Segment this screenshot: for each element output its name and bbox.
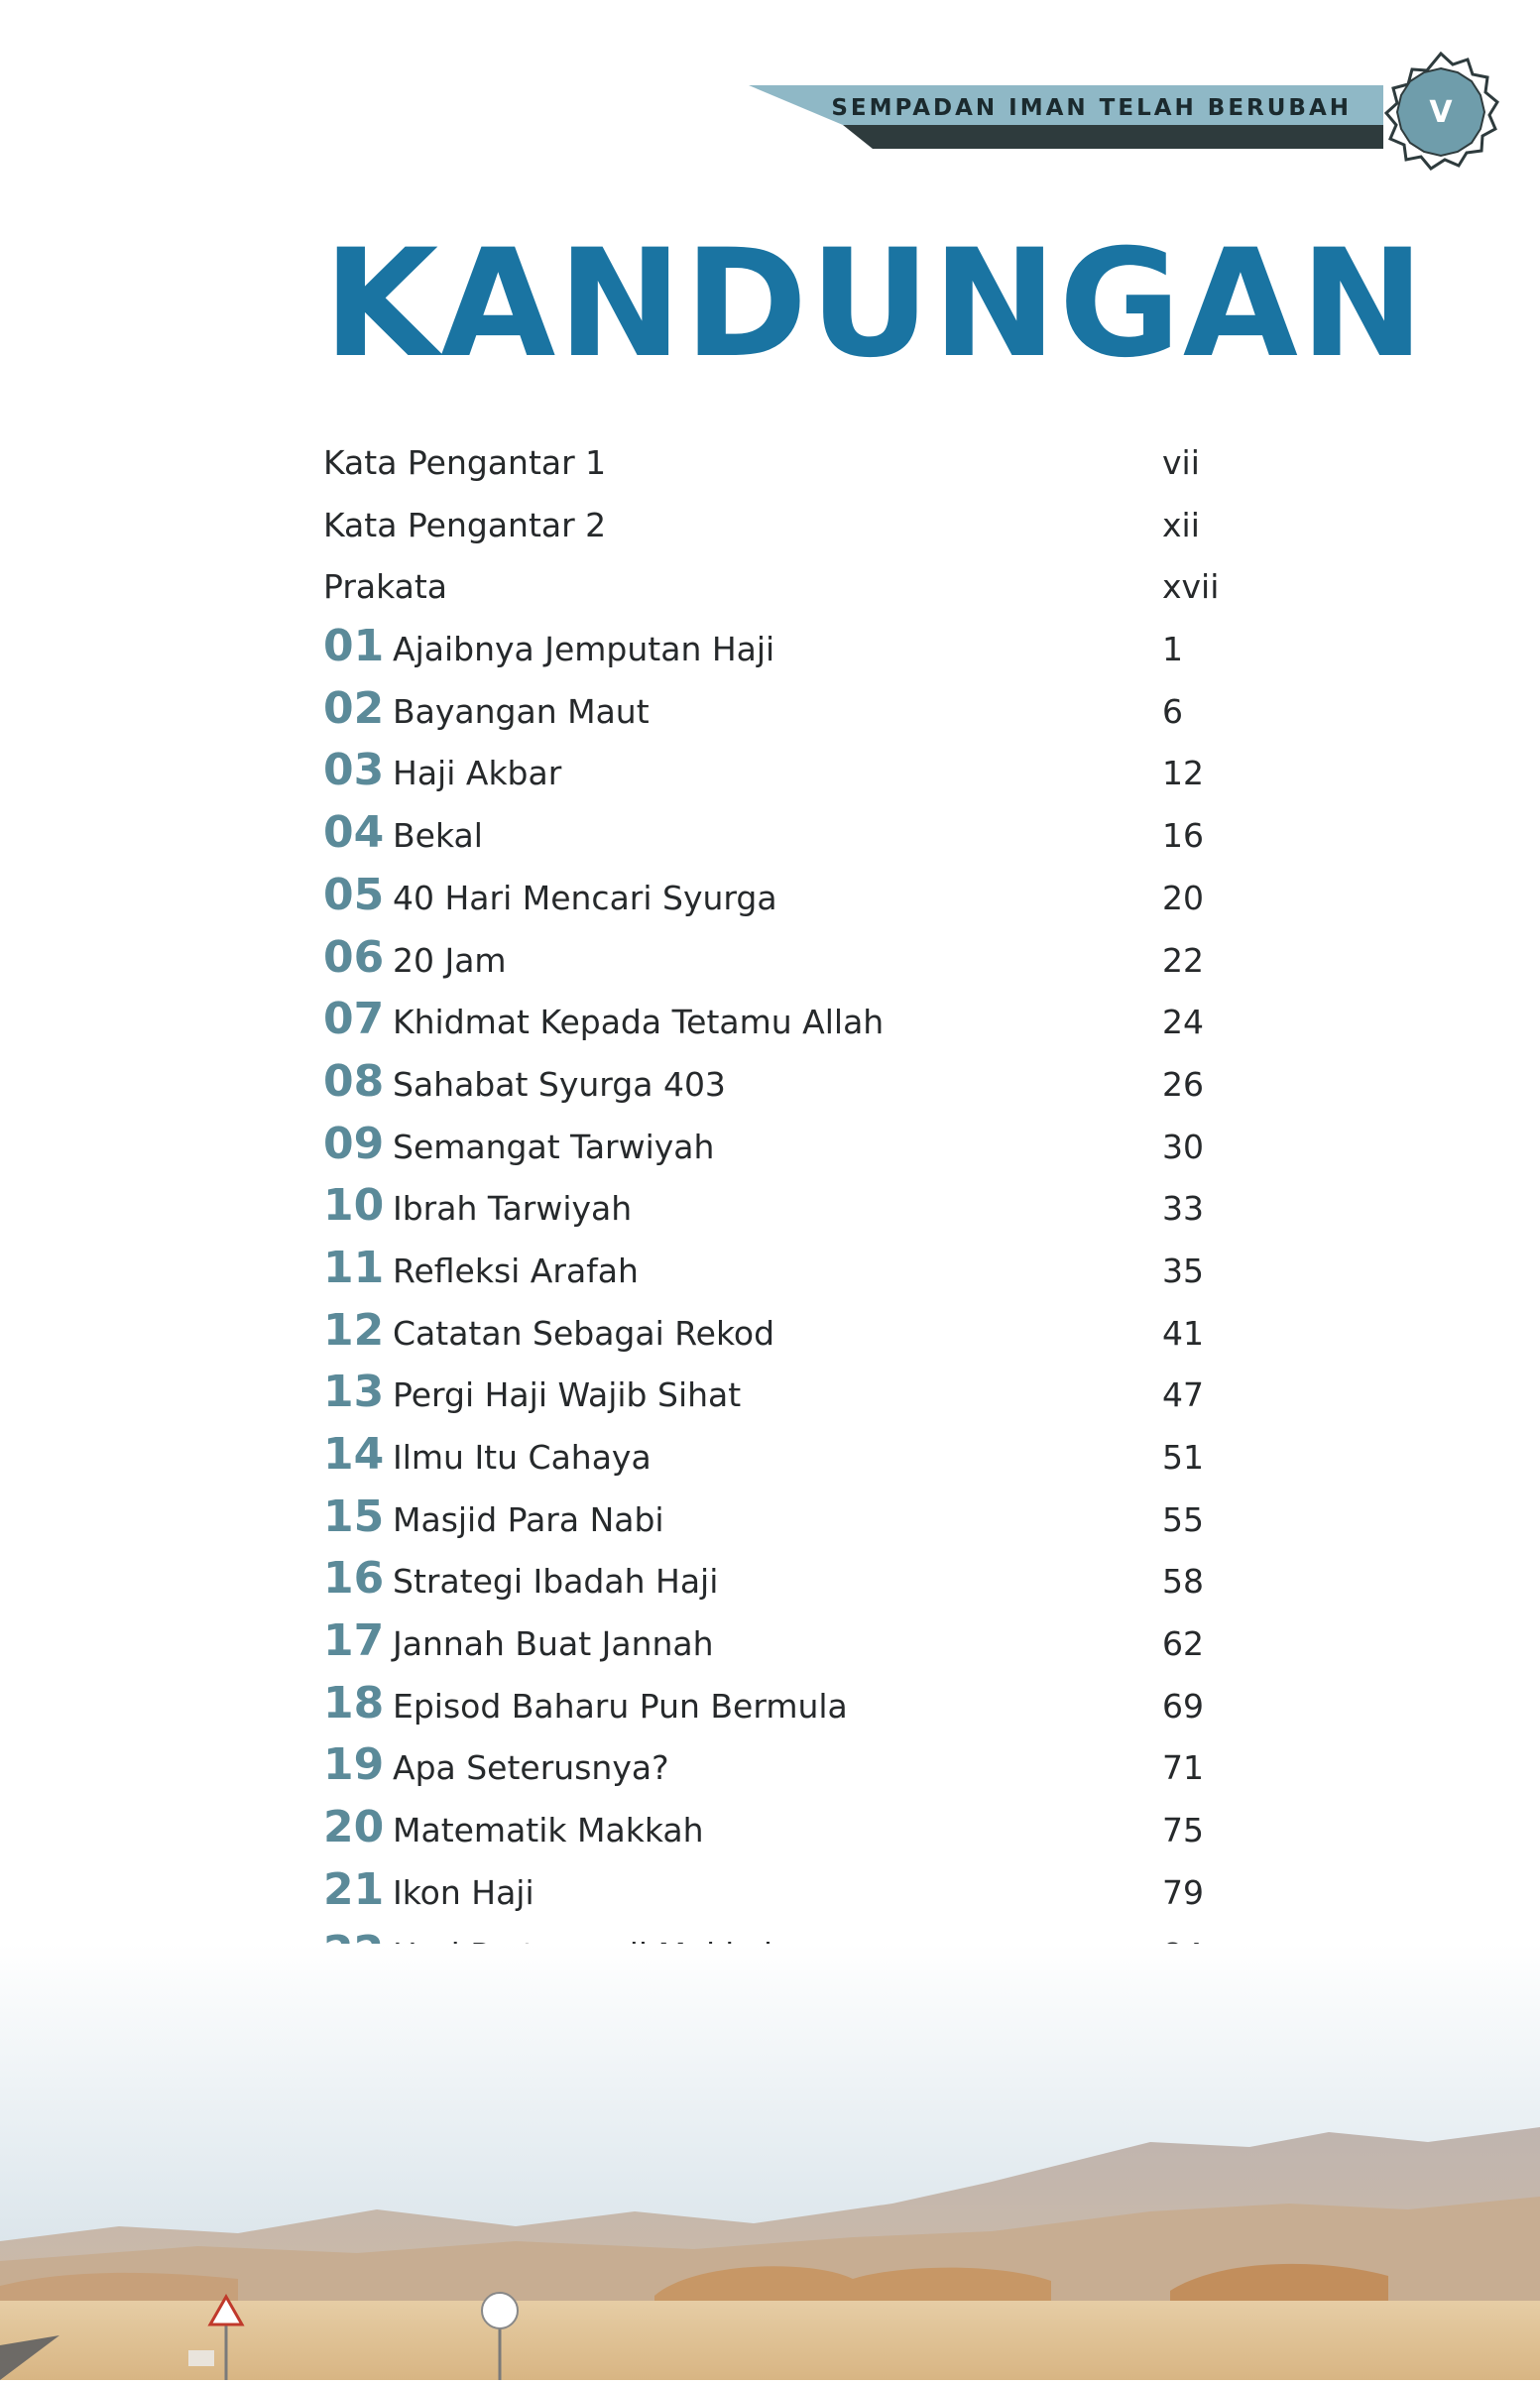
chapter-title: Khidmat Kepada Tetamu Allah (393, 1003, 885, 1042)
chapter-page: 62 (1162, 1624, 1204, 1664)
chapter-number: 15 (323, 1490, 385, 1542)
chapter-title: Semangat Tarwiyah (393, 1127, 715, 1166)
toc-chapter-entry[interactable] (323, 1804, 1236, 1866)
chapter-page: 20 (1162, 878, 1204, 917)
chapter-number: 09 (323, 1118, 385, 1169)
toc-entry-label: Kata Pengantar 1 (323, 443, 607, 482)
chapter-page: 6 (1162, 691, 1183, 731)
chapter-title: Episod Baharu Pun Bermula (393, 1686, 848, 1726)
chapter-number: 08 (323, 1055, 385, 1107)
chapter-number: 07 (323, 994, 385, 1045)
chapter-number: 01 (323, 621, 385, 672)
chapter-page: 16 (1162, 816, 1204, 856)
chapter-number: 18 (323, 1677, 385, 1728)
desert-landscape-image (0, 1944, 1540, 2380)
toc-chapter-entry[interactable] (323, 623, 1236, 685)
toc-chapter-entry[interactable] (323, 809, 1236, 872)
chapter-number: 10 (323, 1180, 385, 1232)
toc-chapter-entry[interactable] (323, 1863, 1236, 1929)
page-title: KANDUNGAN (323, 218, 1427, 391)
chapter-page: 12 (1162, 754, 1204, 793)
chapter-title: Jannah Buat Jannah (393, 1624, 714, 1664)
chapter-title: 40 Hari Mencari Syurga (393, 878, 777, 917)
chapter-page: 75 (1162, 1811, 1204, 1850)
page-number: V (1429, 95, 1453, 130)
chapter-number: 19 (323, 1739, 385, 1791)
chapter-title: Ajaibnya Jemputan Haji (393, 630, 775, 669)
chapter-title: Sahabat Syurga 403 (393, 1064, 726, 1104)
chapter-title: Masjid Para Nabi (393, 1499, 664, 1539)
toc-chapter-entry[interactable] (323, 996, 1236, 1058)
chapter-page: 33 (1162, 1189, 1204, 1229)
chapter-title: Ikon Haji (393, 1872, 534, 1912)
chapter-number: 16 (323, 1553, 385, 1605)
chapter-title: Bayangan Maut (393, 691, 650, 731)
chapter-page: 69 (1162, 1686, 1204, 1726)
chapter-title: Ibrah Tarwiyah (393, 1189, 633, 1229)
toc-entry[interactable] (323, 499, 1236, 561)
chapter-number: 02 (323, 682, 385, 734)
toc-chapter-entry[interactable] (323, 1182, 1236, 1245)
chapter-page: 26 (1162, 1064, 1204, 1104)
chapter-page: 1 (1162, 630, 1183, 669)
toc-entry-page: xvii (1162, 567, 1220, 607)
toc-entry-page: vii (1162, 443, 1200, 482)
toc-chapter-entry[interactable] (323, 931, 1236, 997)
chapter-title: Apa Seterusnya? (393, 1748, 669, 1788)
chapter-number: 13 (323, 1367, 385, 1418)
toc-chapter-entry[interactable] (323, 1431, 1236, 1493)
toc-chapter-entry[interactable] (323, 869, 1236, 934)
chapter-title: Haji Akbar (393, 754, 562, 793)
toc-chapter-entry[interactable] (323, 1677, 1236, 1742)
chapter-page: 35 (1162, 1251, 1204, 1290)
toc-entry-label: Kata Pengantar 2 (323, 505, 607, 544)
chapter-page: 71 (1162, 1748, 1204, 1788)
chapter-title: 20 Jam (393, 940, 507, 980)
chapter-page: 55 (1162, 1499, 1204, 1539)
toc-chapter-entry[interactable] (323, 1369, 1236, 1431)
chapter-number: 06 (323, 931, 385, 983)
chapter-title: Bekal (393, 816, 483, 856)
chapter-title: Strategi Ibadah Haji (393, 1562, 719, 1602)
chapter-page: 51 (1162, 1438, 1204, 1477)
chapter-number: 21 (323, 1863, 385, 1915)
chapter-title: Ilmu Itu Cahaya (393, 1438, 652, 1477)
chapter-title: Refleksi Arafah (393, 1251, 639, 1290)
chapter-number: 17 (323, 1615, 385, 1667)
chapter-page: 24 (1162, 1003, 1204, 1042)
toc-chapter-entry[interactable] (323, 1617, 1236, 1680)
chapter-page: 58 (1162, 1562, 1204, 1602)
chapter-title: Catatan Sebagai Rekod (393, 1313, 775, 1353)
toc-chapter-entry[interactable] (323, 1118, 1236, 1183)
toc-chapter-entry[interactable] (323, 1555, 1236, 1617)
toc-chapter-entry[interactable] (323, 1490, 1236, 1556)
chapter-number: 12 (323, 1304, 385, 1356)
toc-entry[interactable] (323, 436, 1236, 499)
chapter-number: 04 (323, 807, 385, 859)
toc-chapter-entry[interactable] (323, 747, 1236, 809)
toc-entry-label: Prakata (323, 567, 448, 607)
chapter-page: 47 (1162, 1375, 1204, 1415)
toc-chapter-entry[interactable] (323, 682, 1236, 748)
chapter-title: Matematik Makkah (393, 1811, 704, 1850)
toc-entry-page: xii (1162, 505, 1200, 544)
chapter-page: 79 (1162, 1872, 1204, 1912)
toc-chapter-entry[interactable] (323, 1304, 1236, 1370)
chapter-page: 22 (1162, 940, 1204, 980)
toc-chapter-entry[interactable] (323, 1242, 1236, 1307)
running-title: SEMPADAN IMAN TELAH BERUBAH (831, 95, 1352, 121)
toc-chapter-entry[interactable] (323, 1741, 1236, 1804)
chapter-number: 03 (323, 745, 385, 796)
chapter-title: Pergi Haji Wajib Sihat (393, 1375, 742, 1415)
chapter-number: 20 (323, 1802, 385, 1853)
chapter-page: 41 (1162, 1313, 1204, 1353)
table-of-contents (323, 436, 1236, 2115)
chapter-number: 14 (323, 1429, 385, 1480)
chapter-page: 30 (1162, 1127, 1204, 1166)
toc-entry[interactable] (323, 560, 1236, 623)
toc-chapter-entry[interactable] (323, 1055, 1236, 1121)
chapter-number: 11 (323, 1242, 385, 1293)
chapter-number: 05 (323, 869, 385, 920)
